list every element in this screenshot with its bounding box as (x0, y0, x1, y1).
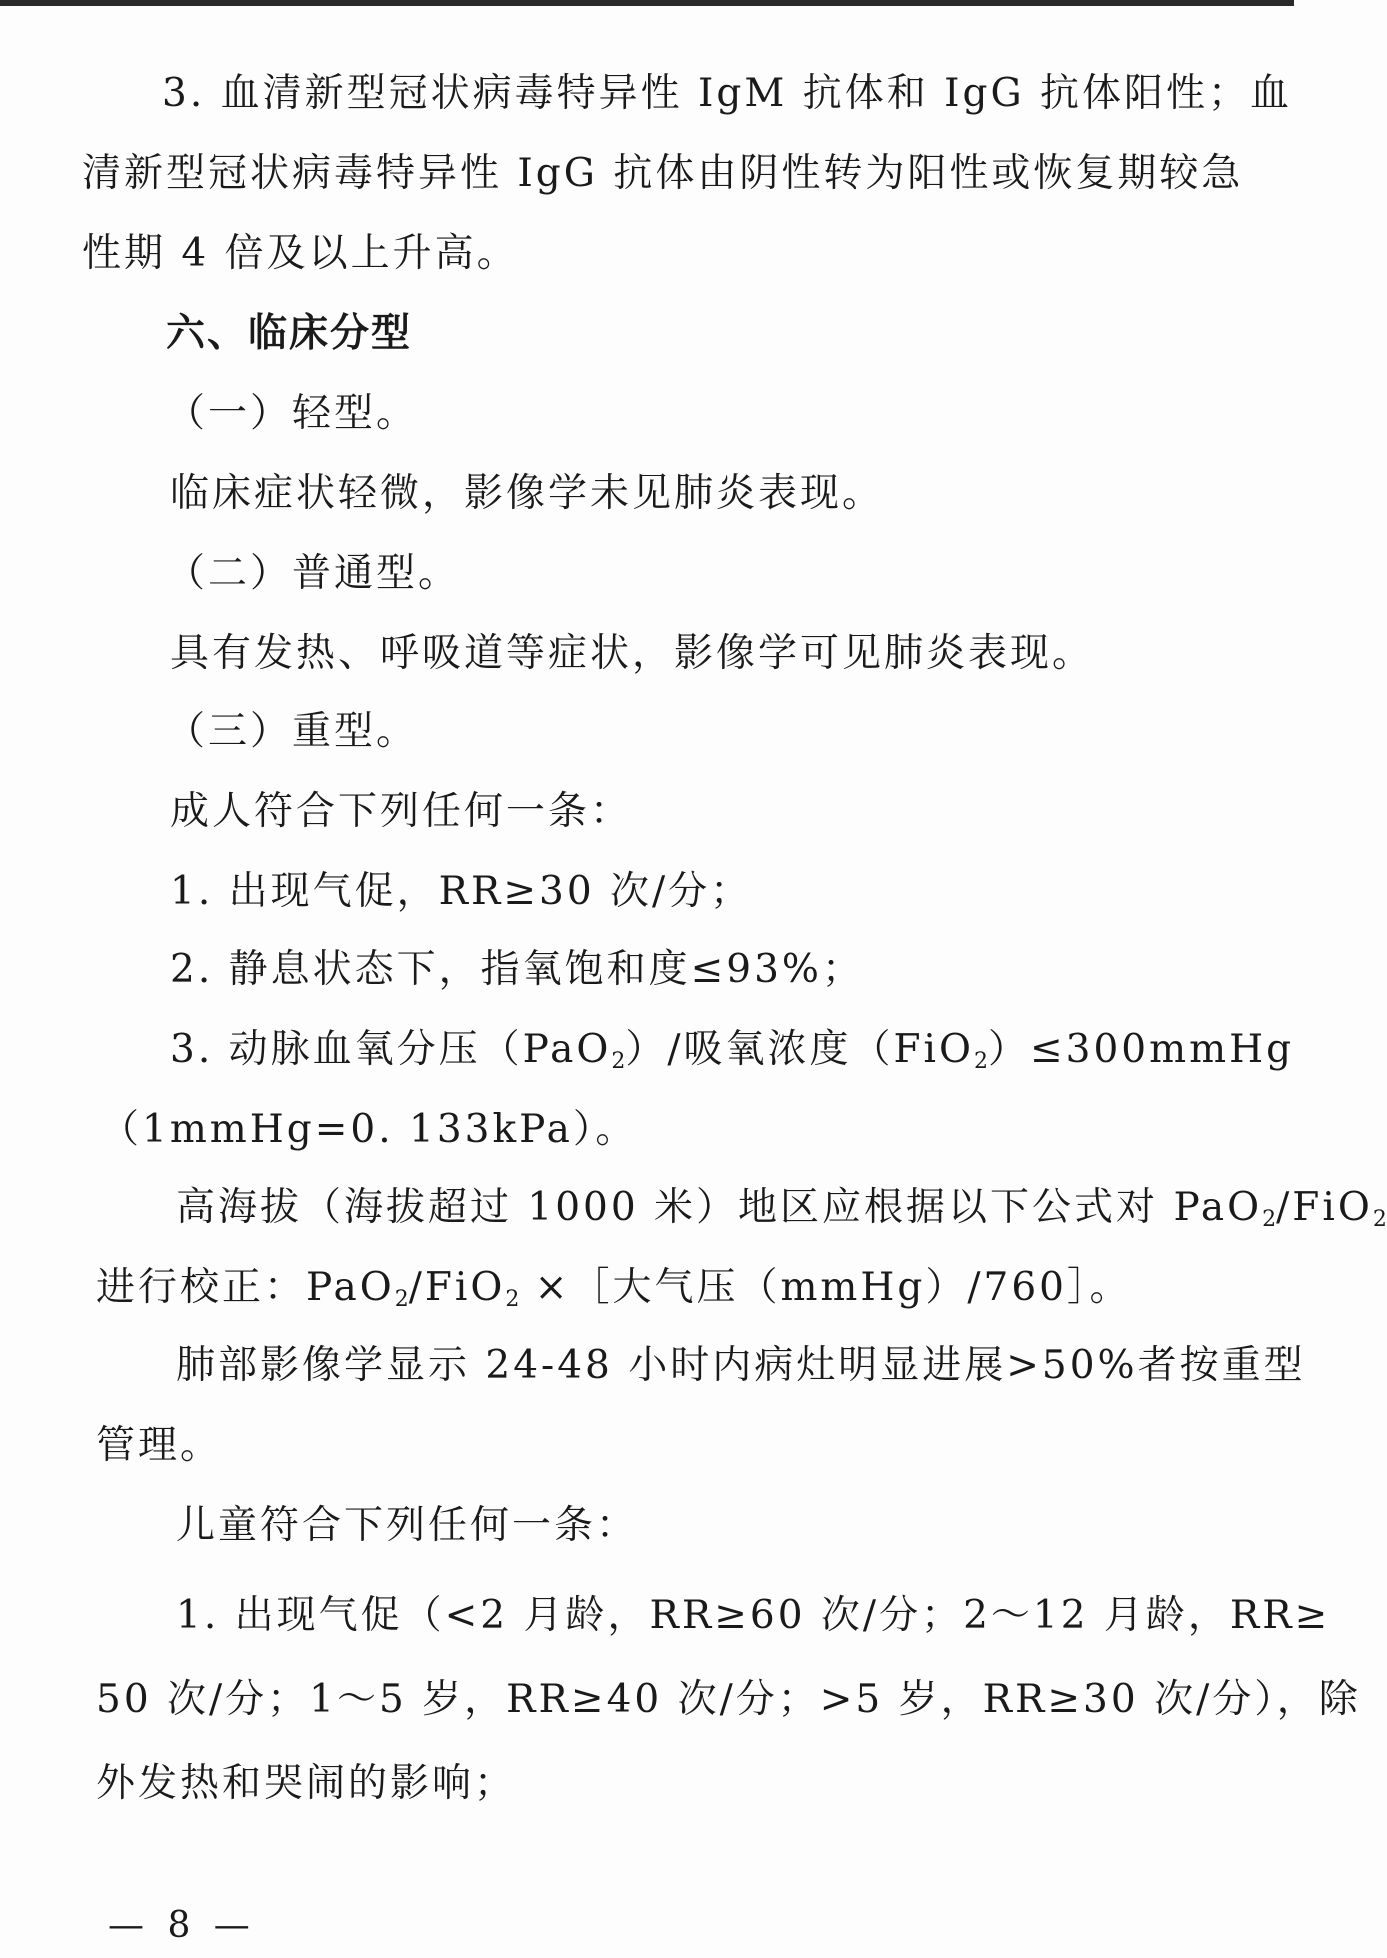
imaging-progress-note-line-1: 肺部影像学显示 24-48 小时内病灶明显进展>50%者按重型 (176, 1343, 1306, 1388)
page-number: — 8 — (108, 1905, 256, 1946)
serology-criterion-line-2: 清新型冠状病毒特异性 IgG 抗体由阴性转为阳性或恢复期较急 (82, 151, 1244, 196)
high-altitude-note-line-1: 高海拔（海拔超过 1000 米）地区应根据以下公式对 PaO$_2$/FiO$_2$ (176, 1185, 1387, 1232)
unit-conversion-note: （1mmHg=0. 133kPa）。 (100, 1107, 638, 1152)
adult-criterion-2: 2. 静息状态下，指氧饱和度≤93%； (170, 947, 864, 992)
child-criteria-intro: 儿童符合下列任何一条： (176, 1503, 639, 1548)
child-criterion-1-line-1: 1. 出现气促（<2 月龄，RR≥60 次/分；2～12 月龄，RR≥ (176, 1593, 1331, 1638)
adult-criteria-intro: 成人符合下列任何一条： (170, 789, 633, 834)
imaging-progress-note-line-2: 管理。 (96, 1423, 223, 1468)
high-altitude-note-line-2: 进行校正：PaO$_2$/FiO$_2$ ×［大气压（mmHg）/760］。 (96, 1265, 1132, 1312)
adult-criterion-3: 3. 动脉血氧分压（PaO$_2$）/吸氧浓度（FiO$_2$）≤300mmHg (170, 1027, 1295, 1074)
subheading-mild: （一）轻型。 (166, 391, 419, 436)
serology-criterion-line-3: 性期 4 倍及以上升高。 (82, 231, 519, 276)
subheading-severe: （三）重型。 (166, 709, 419, 754)
common-description: 具有发热、呼吸道等症状，影像学可见肺炎表现。 (170, 631, 1095, 676)
child-criterion-1-line-3: 外发热和哭闹的影响； (96, 1761, 517, 1806)
mild-description: 临床症状轻微，影像学未见肺炎表现。 (170, 471, 885, 516)
serology-criterion-line-1: 3. 血清新型冠状病毒特异性 IgM 抗体和 IgG 抗体阳性；血 (162, 71, 1293, 116)
section-heading-clinical-classification: 六、临床分型 (166, 311, 413, 356)
child-criterion-1-line-2: 50 次/分；1～5 岁，RR≥40 次/分；>5 岁，RR≥30 次/分），除 (96, 1677, 1361, 1722)
subheading-common: （二）普通型。 (166, 551, 461, 596)
adult-criterion-1: 1. 出现气促，RR≥30 次/分； (170, 869, 753, 914)
